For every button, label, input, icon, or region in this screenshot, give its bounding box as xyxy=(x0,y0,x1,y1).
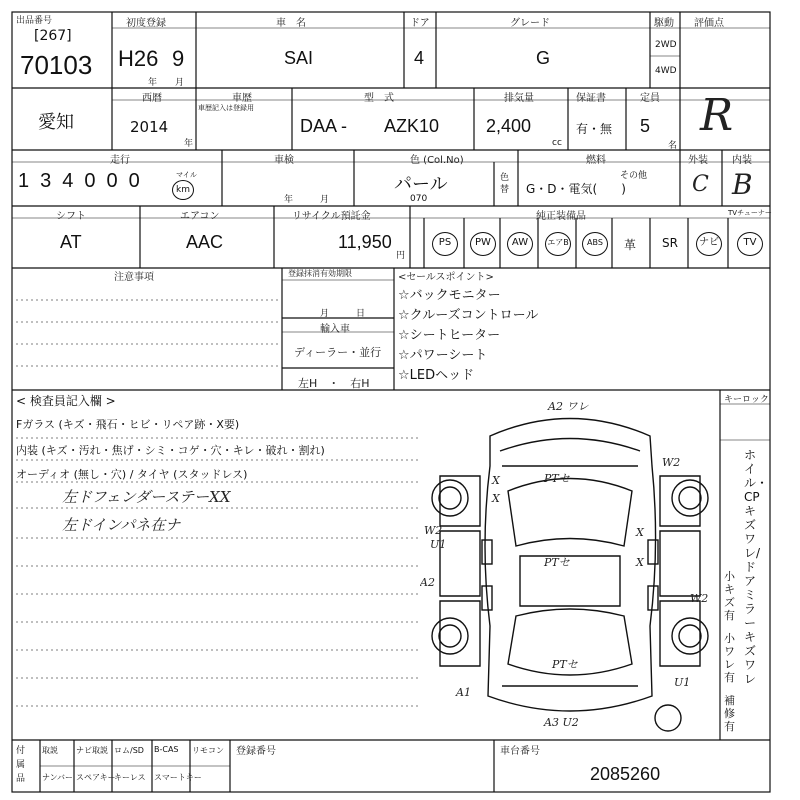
sales-point: ☆パワーシート xyxy=(398,348,488,363)
shaken-label: 車検 xyxy=(274,155,294,166)
hand-note-1: 左ドフェンダーステーXX xyxy=(62,488,231,506)
warranty-label: 保証書 xyxy=(576,93,606,104)
audio-line: オーディオ (無し・穴) / タイヤ (スタッドレス) xyxy=(16,468,248,481)
vehicle-label: 車歴 xyxy=(232,93,252,104)
hand-note-2: 左ドインパネ在ナ xyxy=(62,516,181,534)
handle: 左H ・ 右H xyxy=(298,377,370,390)
first-reg-month: 9 xyxy=(172,46,185,71)
recycle-unit: 円 xyxy=(396,251,406,261)
mileage-unit-top: マイル xyxy=(176,171,197,179)
recycle: 11,950 xyxy=(338,232,392,252)
keyless-label: キーロック xyxy=(724,395,769,405)
glass-line: Fガラス (キズ・飛石・ヒビ・リペア跡・X要) xyxy=(16,418,240,431)
footer-col: スペアキー xyxy=(76,773,116,782)
sales-point: ☆シートヒーター xyxy=(398,328,501,343)
year: 2014 xyxy=(130,118,169,136)
doors-label: ドア xyxy=(410,18,430,29)
register-label: 登録番号 xyxy=(236,746,276,757)
lot-label: 出品番号 xyxy=(16,16,53,26)
model-label: 型 式 xyxy=(364,93,394,104)
damage-mark: W2 xyxy=(690,592,709,605)
damage-mark: X xyxy=(636,526,644,539)
lot-number: 70103 xyxy=(20,50,93,80)
dealer: ディーラー・並行 xyxy=(294,346,382,359)
vehicle-sub: 車歴記入は登録用 xyxy=(198,104,254,112)
equipment-item: ABS xyxy=(582,232,608,256)
equipment-label: 純正装備品 xyxy=(536,211,586,222)
tv-label: TVチューナー xyxy=(728,209,772,217)
grade-label: グレード xyxy=(510,18,550,29)
equipment-item: SR xyxy=(662,236,678,250)
footer-col: B-CAS xyxy=(154,745,179,754)
model-prefix: DAA - xyxy=(300,116,348,136)
shaken-units: 年 月 xyxy=(284,195,330,205)
year-unit: 年 xyxy=(184,139,194,149)
equipment-item: AW xyxy=(507,232,533,256)
interior-label: 内装 xyxy=(732,155,752,166)
caution-label: 注意事項 xyxy=(114,272,154,283)
capacity: 5 xyxy=(640,116,651,136)
damage-mark: PTセ xyxy=(544,472,570,485)
displacement-label: 排気量 xyxy=(504,93,534,104)
exterior: C xyxy=(692,172,709,197)
footer-col: スマートキー xyxy=(154,773,202,782)
color: パール xyxy=(394,174,448,194)
car-diagram xyxy=(420,396,720,736)
mileage: 134000 xyxy=(18,170,151,192)
damage-mark: A3 U2 xyxy=(544,716,579,729)
mileage-unit: km xyxy=(172,180,194,200)
equipment-item: ナビ xyxy=(696,232,722,256)
shift-label: シフト xyxy=(56,211,86,222)
damage-mark: U1 xyxy=(674,676,691,689)
stock-number: 2085260 xyxy=(590,764,661,784)
drive-label: 駆動 xyxy=(654,18,674,29)
displacement: 2,400 xyxy=(486,116,532,136)
import-label: 輸入車 xyxy=(320,324,350,335)
footer-col: ナンバー xyxy=(42,773,74,782)
damage-mark: A2 xyxy=(420,576,435,589)
equipment-item: PS xyxy=(432,232,458,256)
damage-mark: W2 xyxy=(662,456,681,469)
lot-sub: [267] xyxy=(34,28,72,44)
warranty: 有・無 xyxy=(576,122,613,136)
sales-point: ☆バックモニター xyxy=(398,288,501,303)
score: R xyxy=(700,90,734,141)
stock-label: 車台番号 xyxy=(500,746,540,757)
recycle-label: リサイクル預託金 xyxy=(292,211,371,222)
car-name: SAI xyxy=(284,48,314,68)
footer-col: 取説 xyxy=(42,746,58,755)
color-label: 色 (Col.No) xyxy=(410,155,464,166)
color-no: 070 xyxy=(410,194,428,204)
year-label: 西暦 xyxy=(142,93,162,104)
equipment-item: PW xyxy=(470,232,496,256)
footer-col: リモコン xyxy=(192,746,224,755)
equipment-item: TV xyxy=(737,232,763,256)
damage-mark: W2 xyxy=(424,524,443,537)
car-name-label: 車 名 xyxy=(276,18,306,29)
grade: G xyxy=(536,48,551,68)
reg-units: 月 日 xyxy=(320,309,366,319)
side-small-3: 補修有 xyxy=(724,694,735,733)
drive-2wd: 2WD xyxy=(655,40,677,50)
fuel-label: 燃料 xyxy=(586,155,606,166)
side-text: ホイル・CPキズ ワレ/ドアミラーキズ ワレ xyxy=(744,448,769,686)
side-small-1: 小キズ有 xyxy=(724,570,735,622)
interior-line: 内装 (キズ・汚れ・焦げ・シミ・コゲ・穴・キレ・破れ・割れ) xyxy=(16,444,325,457)
doors: 4 xyxy=(414,48,425,68)
damage-mark: X xyxy=(492,474,500,487)
equipment-item: エアB xyxy=(545,232,571,256)
capacity-label: 定員 xyxy=(640,93,660,104)
footer-col: ロム/SD xyxy=(114,746,144,755)
damage-mark: PTセ xyxy=(544,556,570,569)
side-small-2: 小ワレ有 xyxy=(724,632,735,684)
first-reg-label: 初度登録 xyxy=(126,18,166,29)
exterior-label: 外装 xyxy=(688,155,708,166)
footer-side: 付属品 xyxy=(16,746,26,784)
model: AZK10 xyxy=(384,116,440,136)
damage-mark: U1 xyxy=(430,538,447,551)
shift: AT xyxy=(60,232,82,252)
inspection-title: < 検査員記入欄 > xyxy=(16,394,116,408)
damage-mark: A2 ワレ xyxy=(548,400,589,413)
first-reg-era: H26 xyxy=(118,46,159,71)
footer-col: ナビ取説 xyxy=(76,746,108,755)
footer-col: キーレス xyxy=(114,773,146,782)
displacement-unit: cc xyxy=(552,138,562,148)
reg-deadline-label: 登録抹消有効期限 xyxy=(288,269,352,278)
aircon: AAC xyxy=(186,232,224,252)
region: 愛知 xyxy=(38,112,74,132)
capacity-unit: 名 xyxy=(668,141,678,151)
first-reg-units: 年 月 xyxy=(148,78,185,88)
drive-4wd: 4WD xyxy=(655,66,677,76)
sales-label: <セールスポイント> xyxy=(398,272,494,283)
equipment-item: 革 xyxy=(624,238,637,252)
aircon-label: エアコン xyxy=(180,211,220,222)
damage-mark: X xyxy=(492,492,500,505)
sales-point: ☆LEDヘッド xyxy=(398,368,475,383)
damage-mark: X xyxy=(636,556,644,569)
mileage-label: 走行 xyxy=(110,155,130,166)
damage-mark: A1 xyxy=(456,686,471,699)
score-label: 評価点 xyxy=(694,18,724,29)
interior: B xyxy=(732,168,753,201)
damage-mark: PTセ xyxy=(552,658,578,671)
color-change-label: 色替 xyxy=(500,173,510,195)
fuel-other: その他 xyxy=(620,171,648,181)
fuel: G・D・電気( ) xyxy=(526,182,626,196)
sales-point: ☆クルーズコントロール xyxy=(398,308,539,323)
